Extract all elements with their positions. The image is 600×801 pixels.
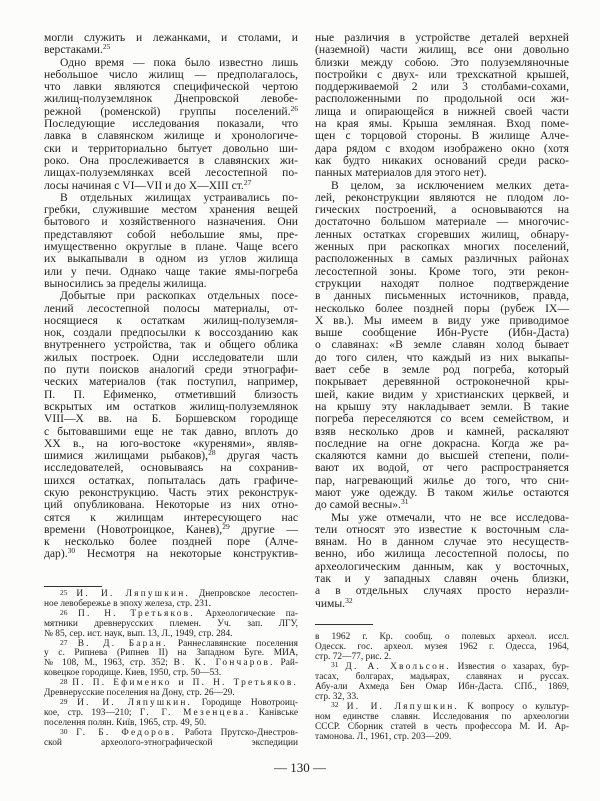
author-name: И. И. Ляпушкин. <box>346 702 459 712</box>
main-text-right-column <box>315 32 569 610</box>
author-name: И. И. Ляпушкин. <box>76 589 190 599</box>
footnote-reference: 28 <box>208 448 216 458</box>
text-line: ное левобережье в эпоху железа, стр. 231. <box>44 598 211 609</box>
author-name: В. Д. Баран. <box>77 638 168 649</box>
footnote-reference: 25 <box>102 42 111 52</box>
paragraph <box>315 180 569 512</box>
footnote-separator-left <box>44 586 102 587</box>
text-line: гребки, служившие местом хранения вещей <box>44 203 298 217</box>
text-line: расположенными по продольной оси жи- <box>315 92 569 106</box>
text-segment: К вопросу о культур- <box>458 702 570 712</box>
footnote-reference: 28 <box>60 677 68 687</box>
text-line: № 85, сер. ист. наук, вып. 13, Л., 1949, стр. 284. <box>44 628 233 639</box>
text-line <box>315 595 569 610</box>
text-line: СССР. Сборник статей в честь профессора М. И. Ар- <box>315 722 569 732</box>
text-line: о славянах: «В земле славян холод бывает <box>315 338 569 352</box>
text-line: Мы уже отмечали, что не все исследова- <box>331 510 569 524</box>
main-text-left-column <box>44 32 298 561</box>
text-line: исследователей, основываясь на сохранив- <box>44 461 298 475</box>
paragraph <box>44 679 298 699</box>
text-line: стр. 72—77, рис. 2. <box>315 652 392 662</box>
text-segment: № 108, М., 1963, стр. 352; <box>44 658 174 669</box>
footnote-reference: 31 <box>400 497 409 507</box>
paragraph <box>44 192 298 290</box>
text-segment: другая часть <box>215 449 298 463</box>
text-line: к несколько более поздней поре (Алче- <box>44 535 298 549</box>
text-line: на края ямы. Крыша земляная. Вход поме- <box>315 117 569 131</box>
paragraph <box>44 637 299 680</box>
text-line: X вв.). Мы имеем в виду уже приводимое <box>315 313 569 327</box>
author-name: Д. А. Хвольсон. <box>345 662 451 672</box>
text-line: П. П. Ефименко, отметивший близость <box>44 387 298 401</box>
text-line: ковецкое городище. Киев, 1950, стр. 50—53. <box>44 668 222 679</box>
text-line: внутреннего устройства, так и общего облика <box>44 338 298 352</box>
text-line: поселення полян. Київ, 1965, стр. 49, 50. <box>44 717 207 728</box>
text-line: последние на огне докрасна. Когда же ра- <box>315 436 569 450</box>
page-number: — 130 — <box>274 760 326 775</box>
text-line: Одно время — пока было известно лишь <box>60 55 298 69</box>
text-line: вскрытых им остатков жилищ-полуземлянок <box>44 399 298 413</box>
text-line: тели относят это известие к восточным сла- <box>315 522 569 536</box>
footnote-reference: 29 <box>222 521 230 531</box>
footnote-reference: 32 <box>331 700 339 709</box>
text-segment: до самой весны». <box>315 498 401 512</box>
text-line: дара рядом с входом изображено окно (хотя <box>315 141 569 155</box>
footnote-separator-right <box>315 624 373 625</box>
paragraph <box>315 662 569 702</box>
text-segment: Днепровское лесостеп- <box>189 589 298 599</box>
text-line: пар, нагревающий жилье до того, что сни- <box>315 473 569 487</box>
text-line: ской археолого-этнографической экспедиции <box>44 737 298 748</box>
footnote-reference: 29 <box>60 696 68 706</box>
text-line: ций опубликована. Некоторые из них отно- <box>44 498 298 512</box>
text-segment: Городище Новотроиц- <box>192 697 298 708</box>
text-line: лавка в славянском жилище и хронологиче- <box>44 129 298 143</box>
text-line: Древнерусские поселения на Дону, стр. 26—29. <box>44 688 235 699</box>
author-name: В. К. Гончаров. <box>173 658 275 669</box>
text-line: у с. Рипнева (Рипнев II) на Западном Буге. МИА, <box>44 648 298 659</box>
text-line: по пути поисков аналогий среди этнографи- <box>44 363 298 377</box>
text-line: венно, ибо жилища лесостепной полосы, по <box>315 547 569 561</box>
footnotes-left-column <box>44 590 298 749</box>
text-segment: Раннеславянские поселения <box>167 638 298 649</box>
text-line: скаляются камни до высшей степени, поли- <box>315 449 569 463</box>
footnote-reference: 25 <box>60 588 68 597</box>
text-line <box>44 44 298 56</box>
text-line: Последующие исследования показали, что <box>44 117 298 131</box>
text-line: стр. 32, 33. <box>315 692 359 702</box>
paragraph <box>44 607 299 640</box>
footnote-reference: 26 <box>290 103 298 113</box>
text-line: или у печи. Однако чаще такие ямы-погреба <box>44 264 298 278</box>
text-line: погреба переселяются со всем семейством, и <box>315 412 569 426</box>
text-segment: Несмотря на некоторые конструктив- <box>75 547 298 561</box>
text-line: расположенных в самых различных районах <box>315 252 569 266</box>
text-line: сятся к жилищам интересующего нас <box>44 510 298 524</box>
footnote-reference: 32 <box>345 595 353 605</box>
text-line: лища и опирающейся в нижней своей части <box>315 104 569 118</box>
text-line: нок, создали предпосылки к воссозданию как <box>44 326 298 340</box>
text-line: носящиеся к остаткам жилищ-полуземля- <box>44 313 298 327</box>
text-segment: лосы начиная с VI—VII и до X—XIII ст. <box>44 178 244 192</box>
footnote-reference: 31 <box>331 660 339 669</box>
text-line: ном единстве славян. Исследования по археологии <box>315 712 569 722</box>
text-segment: режной (роменской) группы поселений. <box>44 104 291 118</box>
text-line: покрывает деревянной остроконечной кры- <box>315 375 569 389</box>
text-line: щен с торцовой стороны. В жилище Алче- <box>315 129 569 143</box>
text-line <box>315 662 569 672</box>
text-line: выносились за пределы жилища. <box>44 276 207 290</box>
text-line: археологическим данным, как у восточных, <box>315 559 569 573</box>
text-line: лей, реконструкции являются не плодом ло- <box>315 190 569 204</box>
text-line <box>44 177 298 192</box>
text-line: лищах-полуземлянках всей лесостепной по- <box>44 166 298 180</box>
text-segment <box>68 728 77 738</box>
paragraph <box>44 290 298 561</box>
footnote-reference: 30 <box>67 546 76 556</box>
text-segment: другие — <box>229 522 298 536</box>
footnote-reference: 26 <box>60 607 68 617</box>
text-segment: дар). <box>44 547 68 561</box>
text-line: достаточно большом материале — многочис- <box>315 215 569 229</box>
text-line: тасах, болгарах, мадьярах, славянах и руссах. <box>315 672 569 682</box>
text-line: с бытовавшими еще не так давно, вплоть до <box>44 424 298 438</box>
text-line: вает себе в земле род погреба, который <box>315 363 569 377</box>
text-line: поддерживаемой 2 или 3 столбами-сохами, <box>315 80 569 94</box>
text-line: мятники древнерусских племен. Уч. зап. ЛГУ, <box>44 618 298 629</box>
text-line: их выкапывали в одном из углов жилища <box>44 252 298 266</box>
paragraph <box>315 32 569 180</box>
text-line: взяв несколько дров и камней, раскаляют <box>315 424 569 438</box>
text-line: в 1962 г. Кр. сообщ. о полевых археол. иссл. <box>315 632 569 642</box>
text-line: а в отдельных случаях просто неразли- <box>315 584 569 598</box>
paragraph <box>315 512 569 610</box>
paragraph <box>44 590 298 610</box>
text-line: могли служить и лежанками, и столами, и <box>44 31 298 44</box>
author-name: Г. Г. Мезенцева. <box>139 707 251 718</box>
footnotes-right-column <box>315 632 569 742</box>
author-name: Г. Б. Федоров. <box>76 727 177 738</box>
footnote-reference: 30 <box>60 726 68 736</box>
text-line: постройки с двух- или трехскатной крышей, <box>315 67 569 81</box>
text-line: Одесск. гос. археол. музея 1962 г. Одесса, 1964, <box>315 642 569 652</box>
text-line: Абу-али Ахмеда Бен Омар Ибн-Даста. СПб., 1869, <box>315 682 569 692</box>
text-line: скую реконструкцию. Часть этих реконструк- <box>44 485 298 499</box>
text-line: VIII—X вв. на Б. Боршевском городище <box>44 412 298 426</box>
paragraph <box>44 57 298 192</box>
text-line: имущественно округлые в плане. Чаще всего <box>44 240 298 254</box>
text-line <box>44 548 298 560</box>
author-name: П. П. Ефименко и П. Н. Третьяков. <box>72 678 298 689</box>
text-segment <box>339 702 347 712</box>
author-name: И. И. Ляпушкин. <box>77 697 193 708</box>
text-line: В отдельных жилищах устраивались по- <box>60 190 298 204</box>
text-line: струкции находят полное подтверждение <box>315 276 569 290</box>
text-segment <box>68 698 78 708</box>
text-line: Добытые при раскопках отдельных посе- <box>60 289 298 303</box>
text-segment: Работа Прутско-Днестров- <box>176 727 298 738</box>
text-line: шей, какие видим у христианских церквей, и <box>315 387 569 401</box>
text-segment: Рай- <box>274 658 299 669</box>
text-line: как будто никаких оснований среди раско- <box>315 153 569 167</box>
paragraph <box>315 632 569 662</box>
text-line: мают уже одежду. В таком жилье остаются <box>315 485 569 499</box>
footnote-reference: 27 <box>243 177 252 187</box>
text-line: шихся остатках, попыталась дать графиче- <box>44 473 298 487</box>
footnote-reference: 27 <box>60 637 68 647</box>
text-line: близки между собою. Это полуземляночные <box>315 55 569 69</box>
text-segment: чимы. <box>315 596 346 610</box>
text-line: В целом, за исключением мелких дета- <box>331 178 569 192</box>
text-line: несколько более поздней поры (рубеж IX— <box>315 301 569 315</box>
text-line: (наземной) части жилищ, все они довольно <box>315 43 569 57</box>
text-line: бытового и хозяйственного назначения. Они <box>44 215 298 229</box>
text-line: небольшое число жилищ — предполагалось, <box>44 67 298 81</box>
text-segment: Известия о хазарах, бур- <box>450 662 570 672</box>
paragraph <box>44 726 298 749</box>
text-line: панных материалов для этого нет). <box>315 166 487 180</box>
text-line: XX в., на юго-востоке «куренями», являв- <box>44 436 298 450</box>
author-name: П. Н. Третьяков. <box>78 608 195 619</box>
text-line: гических построений, а основываются на <box>315 203 569 217</box>
text-line: так и у западных славян очень близки, <box>315 572 569 586</box>
text-line: лений лесостепной полосы материалы, от- <box>44 301 298 315</box>
paragraph <box>44 696 298 729</box>
text-line: представляют собой небольшие ямы, пре- <box>44 227 298 241</box>
text-line: выше сообщение Ибн-Русте (Ибн-Даста) <box>315 326 569 340</box>
text-line: тамонова. Л., 1961, стр. 203—209. <box>315 732 452 742</box>
text-line: роко. Она прослеживается в славянских жи- <box>44 153 298 167</box>
text-line: ные различия в устройстве деталей верхней <box>315 31 569 44</box>
text-segment <box>68 609 79 619</box>
text-line <box>315 702 569 712</box>
text-segment: верстаками. <box>44 43 103 57</box>
text-line: жилых построек. Одни исследователи шли <box>44 350 298 364</box>
text-line: ческих материалов (так поступил, например, <box>44 375 298 389</box>
text-line: в данных письменных источников, правда, <box>315 289 569 303</box>
text-line: что лавки являются специфической чертою <box>44 80 298 94</box>
text-line: вают их водой, от чего распространяется <box>315 461 569 475</box>
text-segment: Канівське <box>250 707 298 718</box>
paragraph <box>44 32 298 57</box>
text-line: до того силен, что каждый из них выкапы- <box>315 350 569 364</box>
text-line: женных при раскопках многих поселений, <box>315 240 569 254</box>
text-segment: шимися жилищами рыбаков), <box>44 449 209 463</box>
text-line: на крышу эту накладывает земли. В такие <box>315 399 569 413</box>
text-segment: Археологические па- <box>194 608 299 619</box>
text-line: лесостепной зоны. Кроме того, эти рекон- <box>315 264 569 278</box>
paragraph <box>315 702 569 742</box>
text-line <box>315 499 569 511</box>
text-segment: кое, стр. 193—210; <box>44 707 140 718</box>
text-line: вянам. Но в данном случае это несуществ- <box>315 535 569 549</box>
text-line: жилищ-полуземлянок Днепровской левобе- <box>44 92 298 106</box>
text-line: ски и территориально бытует довольно ши- <box>44 141 298 155</box>
text-segment: времени (Новотроицкое, Канев), <box>44 522 223 536</box>
text-line: ленных остатках сгоревших жилищ, обнару- <box>315 227 569 241</box>
